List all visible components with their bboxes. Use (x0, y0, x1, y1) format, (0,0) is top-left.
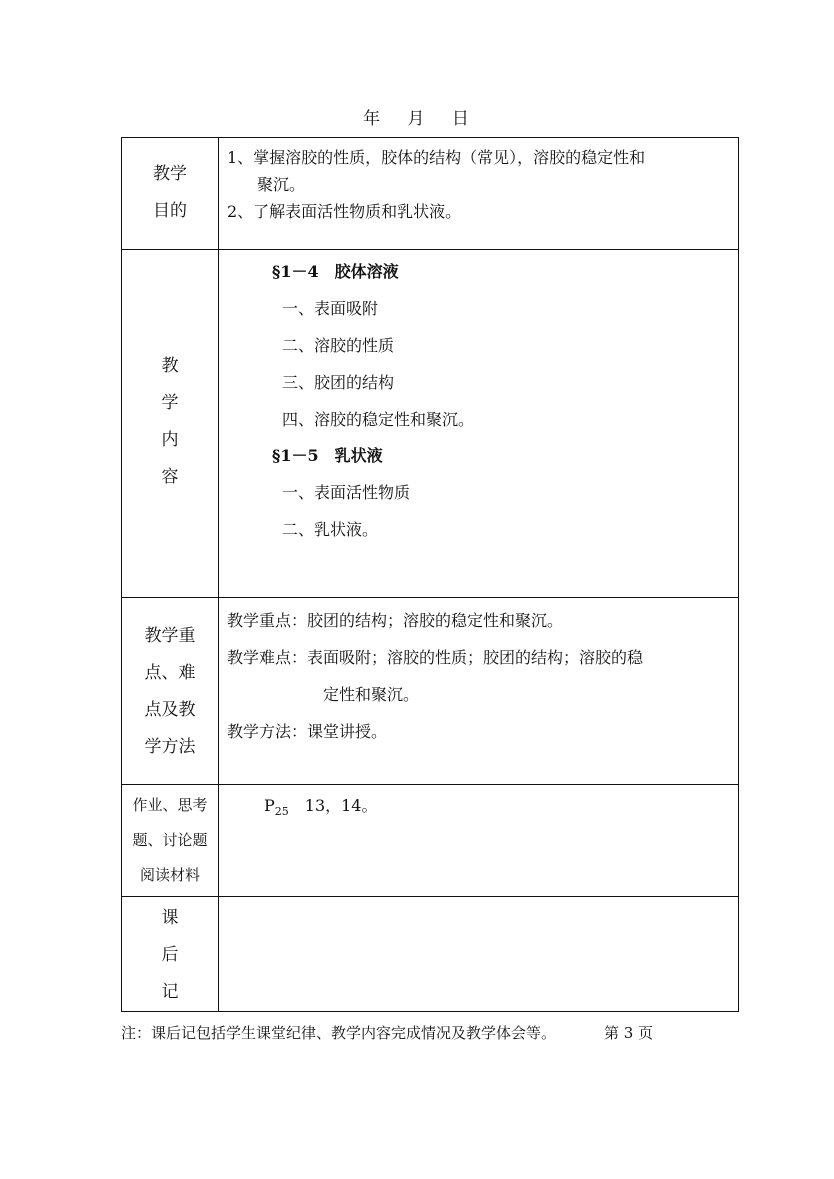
content-cell (219, 250, 739, 598)
goal-line-1: 1、掌握溶胶的性质，胶体的结构（常见），溶胶的稳定性和 (227, 148, 646, 167)
date-month: 月 (407, 109, 427, 129)
date-day: 日 (451, 109, 471, 129)
homework-row (122, 785, 739, 897)
keypoints-label-line: 教学重 (144, 626, 196, 646)
notes-label-cell (122, 897, 219, 1012)
goal-label-line: 目的 (153, 201, 187, 221)
keypoints-row (122, 598, 739, 785)
homework-label-line: 作业、思考 (132, 796, 208, 814)
teaching-focus: 教学重点：胶团的结构；溶胶的稳定性和聚沉。 (227, 611, 564, 630)
content-label-line: 学 (161, 393, 179, 413)
section-item: 四、溶胶的稳定性和聚沉。 (282, 410, 475, 429)
content-label-line: 内 (161, 430, 179, 450)
notes-row (122, 897, 739, 1012)
section-item: 二、溶胶的性质 (282, 336, 395, 355)
homework-label-cell (122, 785, 219, 897)
lesson-plan-table (121, 137, 739, 1012)
section-item: 一、表面活性物质 (282, 483, 411, 502)
keypoints-label-line: 点、难 (144, 663, 196, 683)
teaching-method: 教学方法：课堂讲授。 (227, 722, 388, 741)
keypoints-label-cell (122, 598, 219, 785)
goal-label-line: 教学 (153, 164, 187, 184)
page-number: 第 3 页 (604, 1024, 654, 1042)
date-line (0, 104, 834, 129)
keypoints-label-line: 点及教 (144, 700, 196, 720)
page-ref-number: 25 (274, 805, 289, 819)
content-label-line: 容 (161, 467, 179, 487)
footer-note (121, 1022, 653, 1043)
homework-label-line: 阅读材料 (139, 866, 200, 884)
section-item: 二、乳状液。 (282, 520, 379, 539)
goal-row (122, 138, 739, 250)
keypoints-cell (219, 598, 739, 785)
section-heading-1-5: §1－5 乳状液 (272, 446, 383, 465)
homework-text (219, 785, 738, 818)
notes-label-line: 后 (161, 945, 179, 965)
section-item: 三、胶团的结构 (282, 373, 395, 392)
teaching-difficulty-cont: 定性和聚沉。 (323, 685, 420, 704)
goal-line-2: 2、了解表面活性物质和乳状液。 (227, 202, 462, 221)
goal-content-cell (219, 138, 739, 250)
date-year: 年 (363, 109, 383, 129)
homework-cell (219, 785, 739, 897)
goal-label-cell (122, 138, 219, 250)
content-label-cell (122, 250, 219, 598)
homework-label-line: 题、讨论题 (132, 831, 208, 849)
notes-cell (219, 897, 739, 1012)
notes-label-line: 课 (161, 908, 179, 928)
section-heading-1-4: §1－4 胶体溶液 (272, 262, 399, 281)
page-ref-prefix: P (264, 796, 275, 815)
footer-note-text: 注：课后记包括学生课堂纪律、教学内容完成情况及教学体会等。 (121, 1024, 557, 1042)
section-item: 一、表面吸附 (282, 299, 379, 318)
content-label-line: 教 (161, 356, 179, 376)
notes-label-line: 记 (161, 982, 179, 1002)
content-row (122, 250, 739, 598)
keypoints-label-line: 学方法 (144, 737, 196, 757)
goal-line-1-cont: 聚沉。 (257, 175, 306, 194)
teaching-difficulty: 教学难点：表面吸附；溶胶的性质；胶团的结构；溶胶的稳 (227, 648, 644, 667)
problem-numbers: 13，14。 (288, 796, 378, 815)
